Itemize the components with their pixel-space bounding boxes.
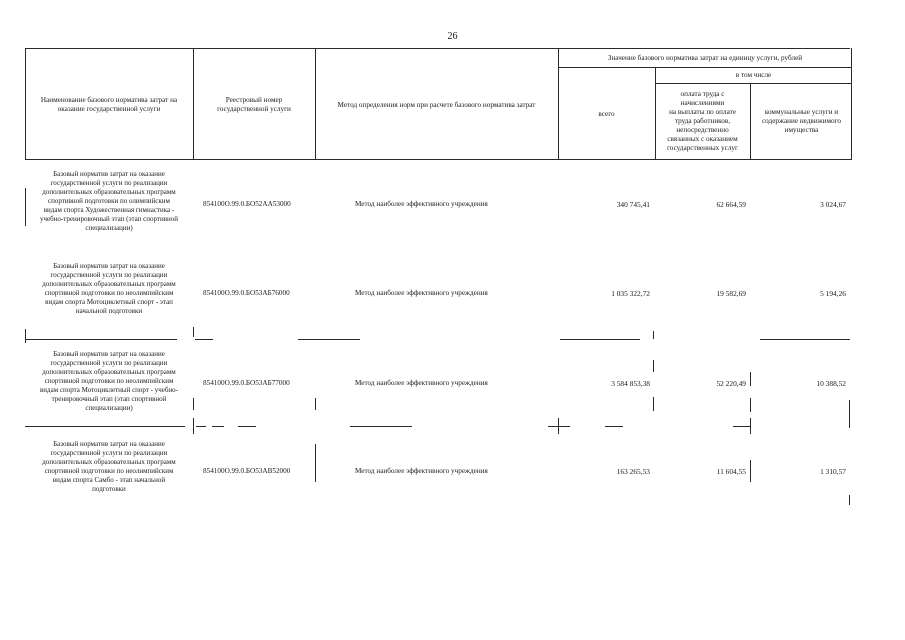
row-3-4-tick-c — [750, 418, 751, 434]
row-3-name: Базовый норматив затрат на оказание государственной услуги по реализации дополнительных образовательных программ спортивной подготовки по неолимпийским видам спорта Мотоциклетный спорт - учебно- тренировочный этап (этап спортивной специализации) — [39, 350, 178, 412]
row-3-labor: 52 220,49 — [716, 379, 746, 388]
row-2-3-dash-d — [560, 339, 640, 340]
table-top-border — [25, 48, 850, 49]
row-3-4-dash-c — [212, 426, 224, 427]
row-2-total: 1 035 322,72 — [611, 289, 650, 298]
row-4-name: Базовый норматив затрат на оказание государственной услуги по реализации дополнительных образовательных программ спортивной подготовки по неолимпийским видам спорта Самбо - этап начальной подготовки — [42, 440, 176, 493]
row-1-name: Базовый норматив затрат на оказание государственной услуги по реализации дополнительных образовательных программ спортивной подготовки по олимпийским видам спорта Художественная гимнастика - учебно-тренировочный этап (этап спортивной специализации) — [39, 170, 179, 232]
row-4-mark-c — [849, 495, 850, 505]
row-3-4-tick-a — [193, 418, 194, 434]
row-3-registry: 854100О.99.0.БО53АБ77000 — [203, 379, 290, 387]
row-2-utilities: 5 194,26 — [820, 289, 846, 298]
header-value-group: Значение базового норматива затрат на единицу услуги, рублей — [607, 53, 803, 62]
row-4-registry: 854100О.99.0.БО53АВ52000 — [203, 467, 291, 475]
row-4-utilities: 1 310,57 — [820, 467, 846, 476]
row-3-4-dash-f — [548, 426, 570, 427]
row-3-4-dash-d — [238, 426, 256, 427]
row-3-4-dash-b — [196, 426, 206, 427]
row-3-mark-e — [750, 372, 751, 386]
row-2-method: Метод наиболее эффективного учреждения — [355, 289, 488, 297]
row-2-3-dash-c — [298, 339, 360, 340]
header-including: в том числе — [735, 70, 772, 79]
row-4-method: Метод наиболее эффективного учреждения — [355, 467, 488, 475]
row-4-total: 163 265,53 — [616, 467, 650, 476]
row-3-mark-d — [653, 397, 654, 411]
row-3-mark-b — [315, 398, 316, 410]
row-3-method: Метод наиболее эффективного учреждения — [355, 379, 488, 387]
row-3-4-tick-b — [558, 418, 559, 434]
row-4-mark-a — [315, 444, 316, 482]
header-method: Метод определения норм при расчете базового норматива затрат — [337, 100, 536, 109]
row-3-4-dash-e — [350, 426, 412, 427]
row-1-labor: 62 664,59 — [716, 200, 746, 209]
row-2-mark-a — [193, 327, 194, 337]
row-1-registry: 854100О.99.0.БО52АА53000 — [203, 200, 291, 208]
row-3-4-dash-h — [733, 426, 751, 427]
row-2-3-dash-b — [195, 339, 213, 340]
row-3-utilities: 10 388,52 — [816, 379, 846, 388]
row-4-mark-b — [750, 460, 751, 482]
row-2-3-tick-b — [653, 331, 654, 339]
row-2-3-tick-a — [25, 329, 26, 343]
header-utilities: коммунальные услуги и содержание недвижимого имущества — [761, 107, 841, 134]
row-2-labor: 19 582,69 — [716, 289, 746, 298]
row-3-mark-g — [849, 400, 850, 428]
row-3-mark-a — [193, 398, 194, 410]
row-3-mark-f — [750, 398, 751, 412]
row-2-3-dash-e — [760, 339, 850, 340]
row-1-method: Метод наиболее эффективного учреждения — [355, 200, 488, 208]
row-3-4-dash-g — [605, 426, 623, 427]
header-total: всего — [598, 109, 615, 118]
header-registry: Реестровый номер государственной услуги — [217, 96, 291, 113]
row-1-utilities: 3 024,67 — [820, 200, 846, 209]
header-bottom-border — [25, 159, 852, 160]
row-2-name: Базовый норматив затрат на оказание государственной услуги по реализации дополнительных образовательных программ спортивной подготовки по неолимпийским видам спорта Мотоциклетный спорт - этап начальной подготовки — [42, 262, 176, 315]
page-number: 26 — [447, 31, 458, 42]
row-2-3-dash-a — [25, 339, 177, 340]
row-1-total: 340 745,41 — [616, 200, 650, 209]
row-3-mark-c — [653, 360, 654, 372]
header-name: Наименование базового норматива затрат на оказание государственной услуги — [40, 96, 178, 113]
header-labor: оплата труда с начислениями на выплаты по оплате труда работников, непосредственно связанных с оказанием государственных услуг — [667, 89, 738, 152]
row-3-4-dash-a — [25, 426, 185, 427]
row-1-left-border — [25, 188, 26, 226]
row-3-total: 3 584 853,38 — [611, 379, 650, 388]
row-2-registry: 854100О.99.0.БО53АБ76000 — [203, 289, 290, 297]
row-4-labor: 11 604,55 — [716, 467, 746, 476]
